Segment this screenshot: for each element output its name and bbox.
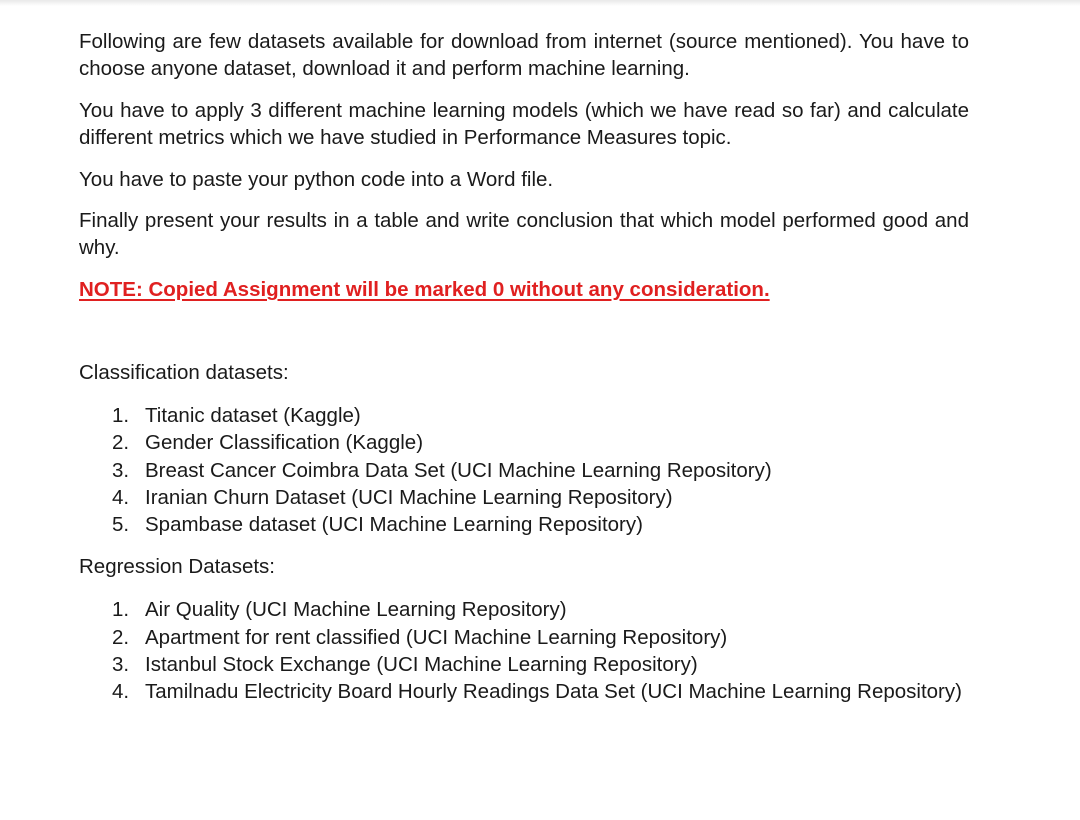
results-paragraph: Finally present your results in a table and write conclusion that which model performed good and why.	[79, 209, 969, 259]
models-paragraph: You have to apply 3 different machine learning models (which we have read so far) and calculate different metrics which we have studied in Performance Measures topic.	[79, 99, 969, 149]
list-item-text: Breast Cancer Coimbra Data Set (UCI Machine Learning Repository)	[145, 458, 772, 482]
list-number: 4.	[112, 485, 130, 509]
classification-list	[79, 402, 969, 538]
list-number: 4.	[112, 680, 130, 704]
list-item	[79, 484, 969, 511]
list-number: 2.	[112, 625, 130, 649]
document-body	[79, 28, 969, 706]
plagiarism-note: NOTE: Copied Assignment will be marked 0 without any consideration.	[79, 278, 770, 301]
list-number: 1.	[112, 404, 130, 427]
list-number: 2.	[112, 431, 130, 455]
list-item-text: Gender Classification (Kaggle)	[145, 431, 424, 455]
list-item-text: Titanic dataset (Kaggle)	[145, 404, 361, 427]
list-item	[79, 429, 969, 456]
list-item	[79, 678, 969, 705]
code-paragraph: You have to paste your python code into a Word file.	[79, 168, 554, 191]
list-item-text: Air Quality (UCI Machine Learning Repository)	[145, 598, 567, 622]
list-item	[79, 624, 969, 651]
list-number: 3.	[112, 458, 130, 482]
classification-heading: Classification datasets:	[79, 361, 289, 384]
list-number: 3.	[112, 653, 130, 677]
list-item-text: Tamilnadu Electricity Board Hourly Readings Data Set (UCI Machine Learning Repository)	[145, 680, 962, 704]
page-top-edge	[0, 0, 1080, 6]
list-item-text: Spambase dataset (UCI Machine Learning Repository)	[145, 513, 643, 537]
list-item	[79, 596, 969, 623]
regression-list	[79, 596, 969, 705]
list-item	[79, 457, 969, 484]
list-item-text: Istanbul Stock Exchange (UCI Machine Learning Repository)	[145, 653, 698, 677]
list-item-text: Iranian Churn Dataset (UCI Machine Learning Repository)	[145, 485, 673, 509]
list-item	[79, 402, 969, 429]
list-number: 5.	[112, 513, 130, 537]
list-number: 1.	[112, 598, 130, 622]
list-item	[79, 511, 969, 538]
regression-heading: Regression Datasets:	[79, 555, 275, 579]
intro-paragraph: Following are few datasets available for download from internet (source mentioned). You have to choose anyone dataset, download it and perform machine learning.	[79, 30, 969, 80]
list-item	[79, 651, 969, 678]
list-item-text: Apartment for rent classified (UCI Machine Learning Repository)	[145, 625, 728, 649]
